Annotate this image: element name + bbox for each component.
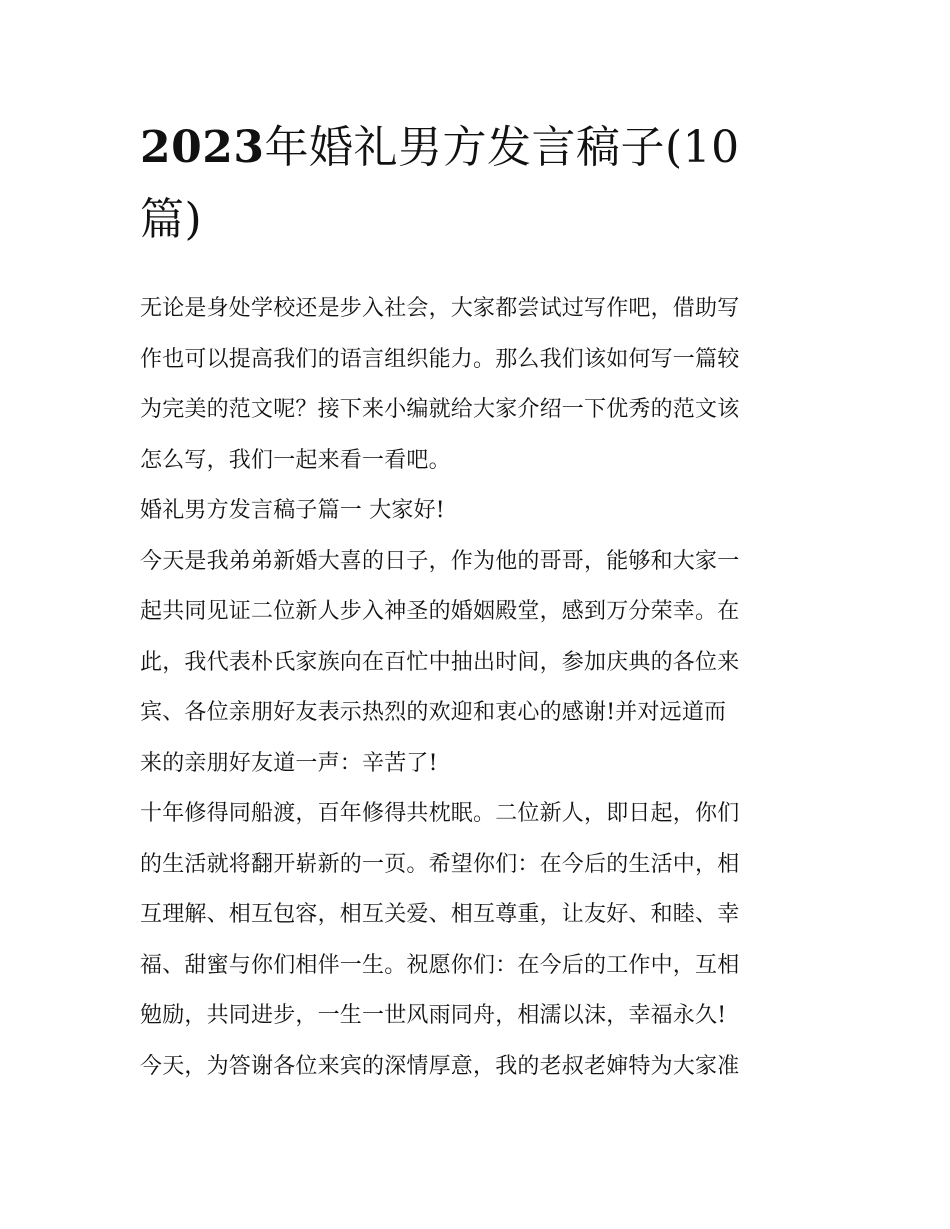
text-line: 宾、各位亲朋好友表示热烈的欢迎和衷心的感谢!并对远道而	[140, 700, 727, 725]
document-page	[140, 112, 812, 1092]
text-line: 今天是我弟弟新婚大喜的日子，作为他的哥哥，能够和大家一	[140, 548, 740, 574]
text-line: 怎么写，我们一起来看一看吧。	[140, 447, 451, 473]
document-body	[140, 284, 812, 1092]
text-line: 的生活就将翻开崭新的一页。希望你们：在今后的生活中，相	[140, 851, 740, 877]
text-line: 无论是身处学校还是步入社会，大家都尝试过写作吧，借助写	[140, 296, 740, 321]
text-line: 作也可以提高我们的语言组织能力。那么我们该如何写一篇较	[140, 346, 740, 372]
section-heading-line: 婚礼男方发言稿子篇一 大家好!	[140, 498, 445, 523]
text-line: 勉励，共同进步，一生一世风雨同舟，相濡以沫，幸福永久!	[140, 1003, 727, 1028]
text-line: 十年修得同船渡，百年修得共枕眠。二位新人，即日起，你们	[140, 801, 740, 826]
text-line: 来的亲朋好友道一声：辛苦了!	[140, 750, 438, 776]
text-line: 此，我代表朴氏家族向在百忙中抽出时间，参加庆典的各位来	[140, 649, 740, 675]
title-continuation: 篇)	[140, 194, 203, 245]
text-line: 今天，为答谢各位来宾的深情厚意，我的老叔老婶特为大家准	[140, 1053, 740, 1079]
title-main: 年婚礼男方发言稿子(10	[264, 122, 740, 173]
text-line: 福、甜蜜与你们相伴一生。祝愿你们：在今后的工作中，互相	[140, 952, 740, 978]
title-year: 2023	[140, 122, 265, 173]
text-line: 起共同见证二位新人步入神圣的婚姻殿堂，感到万分荣幸。在	[140, 599, 740, 624]
document-title	[140, 112, 812, 256]
text-line: 互理解、相互包容，相互关爱、相互尊重，让友好、和睦、幸	[140, 902, 740, 927]
text-line: 为完美的范文呢？接下来小编就给大家介绍一下优秀的范文该	[140, 397, 740, 422]
